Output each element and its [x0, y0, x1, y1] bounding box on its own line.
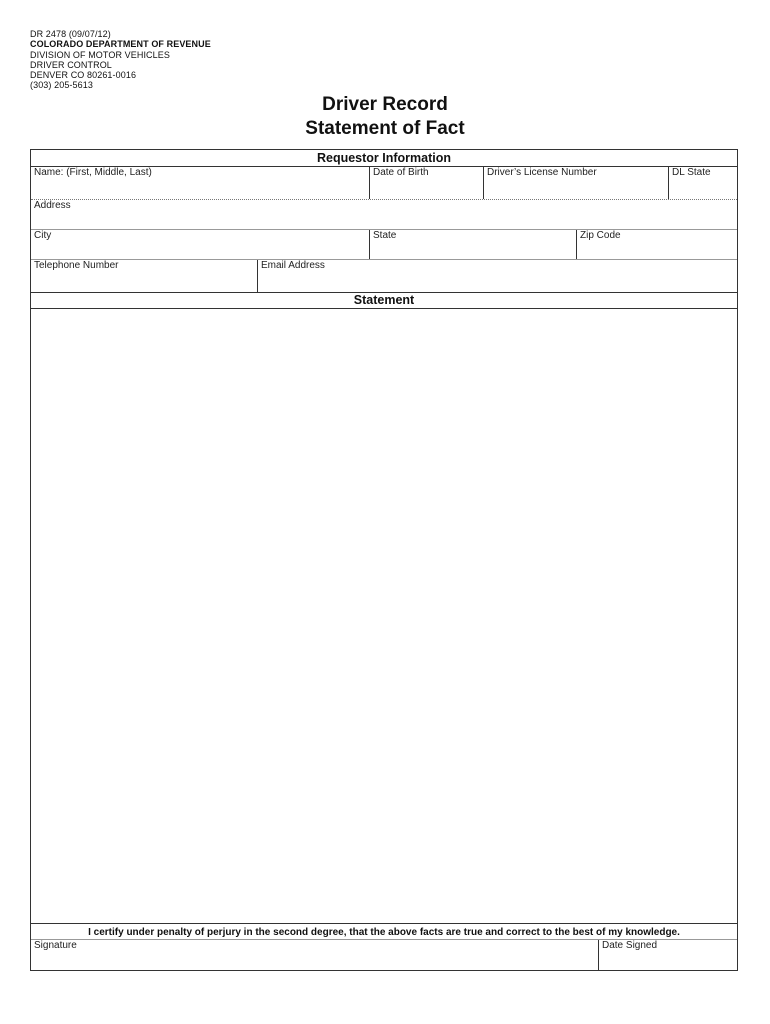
- address-label: Address: [34, 200, 71, 211]
- section-name: DRIVER CONTROL: [30, 59, 112, 70]
- email-field[interactable]: [258, 260, 737, 292]
- statement-form: [30, 149, 738, 971]
- email-label: Email Address: [261, 260, 325, 271]
- requestor-heading: Requestor Information: [316, 151, 452, 165]
- form-number: DR 2478 (09/07/12): [30, 29, 111, 39]
- drivers-license-label: Driver’s License Number: [487, 167, 597, 178]
- signature-field[interactable]: [31, 940, 598, 970]
- address-field[interactable]: [31, 200, 737, 229]
- zip-code-field[interactable]: [577, 230, 737, 259]
- divider: [31, 923, 737, 924]
- telephone-field[interactable]: [31, 260, 257, 292]
- date-signed-field[interactable]: [599, 940, 737, 970]
- date-of-birth-field[interactable]: [370, 167, 483, 199]
- city-field[interactable]: [31, 230, 369, 259]
- state-field[interactable]: [370, 230, 576, 259]
- statement-heading: Statement: [353, 293, 415, 307]
- dl-state-field[interactable]: [669, 167, 737, 199]
- name-field[interactable]: [31, 167, 369, 199]
- page-title: Driver Record: [322, 94, 448, 115]
- certification-text: I certify under penalty of perjury in the second degree, that the above facts are true and correct to the best of my knowledge.: [88, 927, 680, 938]
- state-label: State: [373, 230, 397, 241]
- agency-header: [30, 29, 211, 91]
- zip-code-label: Zip Code: [580, 230, 621, 241]
- city-label: City: [34, 230, 52, 241]
- telephone-label: Telephone Number: [34, 260, 119, 271]
- page-subtitle: Statement of Fact: [305, 118, 465, 139]
- signature-label: Signature: [34, 940, 77, 951]
- agency-phone: (303) 205-5613: [30, 80, 93, 91]
- division-name: DIVISION OF MOTOR VEHICLES: [30, 49, 170, 60]
- date-signed-label: Date Signed: [602, 940, 658, 951]
- city-zip: DENVER CO 80261-0016: [30, 70, 137, 81]
- department-name: COLORADO DEPARTMENT OF REVENUE: [30, 39, 211, 50]
- date-of-birth-label: Date of Birth: [373, 167, 429, 178]
- name-label: Name: (First, Middle, Last): [34, 167, 152, 178]
- dl-state-label: DL State: [672, 167, 711, 178]
- drivers-license-field[interactable]: [484, 167, 668, 199]
- statement-textarea[interactable]: [31, 309, 737, 922]
